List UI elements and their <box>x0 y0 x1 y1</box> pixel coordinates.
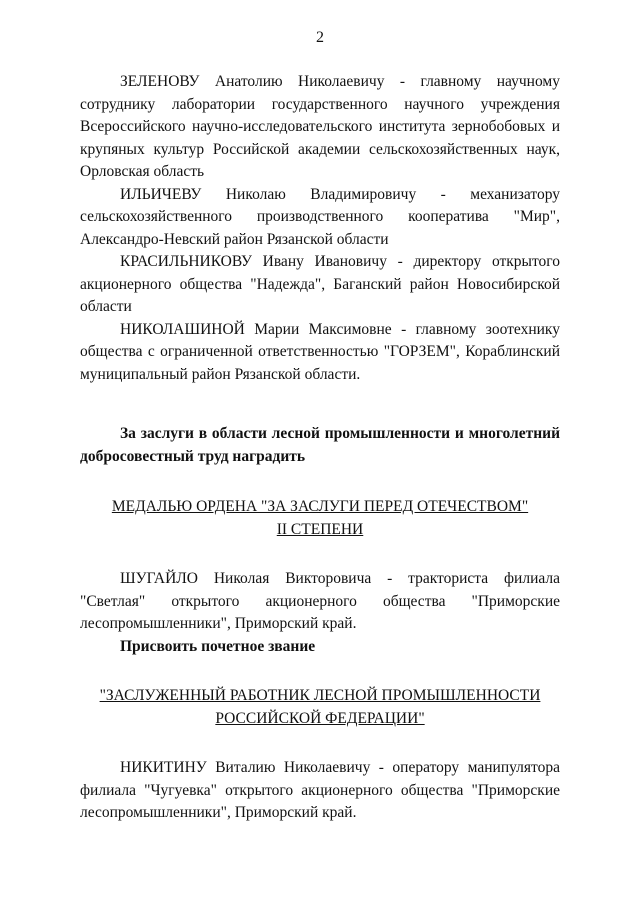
honorary-title <box>80 684 560 730</box>
recipient-paragraph: КРАСИЛЬНИКОВУ Ивану Ивановичу - директору открытого акционерного общества "Надежда", Баганский район Новосибирской области <box>80 253 560 315</box>
honorary-title-line: РОССИЙСКОЙ ФЕДЕРАЦИИ" <box>215 710 425 727</box>
honorary-title-line: "ЗАСЛУЖЕННЫЙ РАБОТНИК ЛЕСНОЙ ПРОМЫШЛЕННОСТИ <box>99 687 541 704</box>
recipient-paragraph: ЗЕЛЕНОВУ Анатолию Николаевичу - главному научному сотруднику лаборатории государственного научного учреждения Всероссийского научно-исследовательского института зернобобовых и крупяных культур Российской академии сельскохозяйственных наук, Орловская область <box>80 73 560 180</box>
award-title <box>80 495 560 541</box>
recipient-paragraph: ИЛЬИЧЕВУ Николаю Владимировичу - механизатору сельскохозяйственного производственного кооператива "Мир", Александро-Невский район Рязанской области <box>80 185 560 248</box>
document-body <box>80 71 560 825</box>
recipient-paragraph: НИКОЛАШИНОЙ Марии Максимовне - главному зоотехнику общества с ограниченной ответственностью "ГОРЗЕМ", Кораблинский муниципальный район Рязанской области. <box>80 320 560 383</box>
award-title-line: II СТЕПЕНИ <box>276 521 364 538</box>
section-heading: Присвоить почетное звание <box>120 637 316 655</box>
page-number: 2 <box>316 29 324 46</box>
recipient-paragraph: ШУГАЙЛО Николая Викторовича - тракториста филиала "Светлая" открытого акционерного общества "Приморские лесопромышленники", Приморский край. <box>80 570 560 632</box>
award-title-line: МЕДАЛЬЮ ОРДЕНА "ЗА ЗАСЛУГИ ПЕРЕД ОТЕЧЕСТВОМ" <box>111 498 529 515</box>
recipient-paragraph: НИКИТИНУ Виталию Николаевичу - оператору манипулятора филиала "Чугуевка" открытого акционерного общества "Приморские лесопромышленники", Приморский край. <box>80 759 560 821</box>
section-heading: За заслуги в области лесной промышленности и многолетний добросовестный труд наградить <box>80 425 560 465</box>
